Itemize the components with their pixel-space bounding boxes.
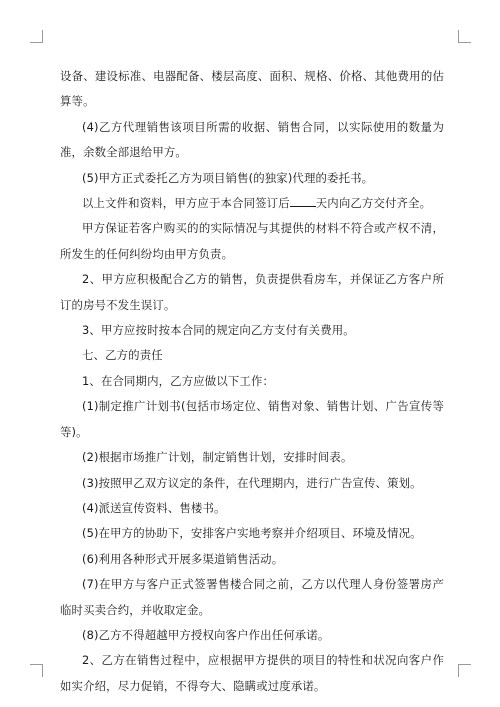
days-blank-field [290, 195, 316, 207]
list-item-advertising: (3)按照甲乙双方议定的条件，在代理期内，进行广告宣传、策划。 [82, 475, 422, 490]
crop-mark-top-left [30, 30, 43, 43]
list-item-site-visits: (5)在甲方的协助下，安排客户实地考察并介绍项目、环境及情况。 [82, 526, 422, 541]
paragraph-party-a-payment: 3、甲方应按时按本合同的规定向乙方支付有关费用。 [82, 323, 355, 338]
paragraph-delivery-deadline [60, 191, 444, 216]
list-item-multichannel-sales: (6)利用各种形式开展多渠道销售活动。 [82, 551, 284, 566]
paragraph-party-a-cooperation: 2、甲方应积极配合乙方的销售，负责提供看房车，并保证乙方客户所订的房号不发生误订。 [60, 272, 444, 312]
crop-mark-bottom-right [458, 664, 471, 677]
paragraph-party-a-guarantee: 甲方保证若客户购买的的实际情况与其提供的材料不符合或产权不清，所发生的任何纠纷均由甲方负责。 [60, 221, 444, 261]
paragraph-authorization-letter: (5)甲方正式委托乙方为项目销售(的独家)代理的委托书。 [82, 170, 374, 185]
crop-mark-top-right [458, 30, 471, 43]
crop-mark-bottom-left [30, 664, 43, 677]
list-item-brochures: (4)派送宣传资料、售楼书。 [82, 500, 226, 515]
paragraph-truthful-introduction: 2、乙方在销售过程中，应根据甲方提供的项目的特性和状况向客户作如实介绍，尽力促销，不得夸大、隐瞒或过度承诺。 [60, 653, 444, 693]
list-item-no-unauthorized-promises: (8)乙方不得超越甲方授权向客户作出任何承诺。 [82, 627, 330, 642]
document-body [60, 64, 444, 699]
paragraph-receipts-contracts: (4)乙方代理销售该项目所需的收据、销售合同，以实际使用的数量为准，余数全部退给甲方。 [60, 119, 444, 160]
paragraph-contract-period-work: 1、在合同期内，乙方应做以下工作： [82, 373, 275, 388]
list-item-temporary-contract: (7)在甲方与客户正式签署售楼合同之前，乙方以代理人身份签署房产临时买卖合约，并收取定金。 [60, 577, 444, 617]
list-item-promotion-plan: (1)制定推广计划书(包括市场定位、销售对象、销售计划、广告宣传等等)。 [60, 399, 444, 439]
delivery-text-before: 以上文件和资料，甲方应于本合同签订后 [82, 196, 290, 211]
section-heading-party-b-duties: 七、乙方的责任 [82, 348, 163, 363]
paragraph-equipment-list: 设备、建设标准、电器配备、楼层高度、面积、规格、价格、其他费用的估算等。 [60, 69, 444, 109]
delivery-text-after: 天内向乙方交付齐全。 [315, 196, 432, 211]
list-item-sales-plan: (2)根据市场推广计划，制定销售计划，安排时间表。 [82, 450, 353, 465]
